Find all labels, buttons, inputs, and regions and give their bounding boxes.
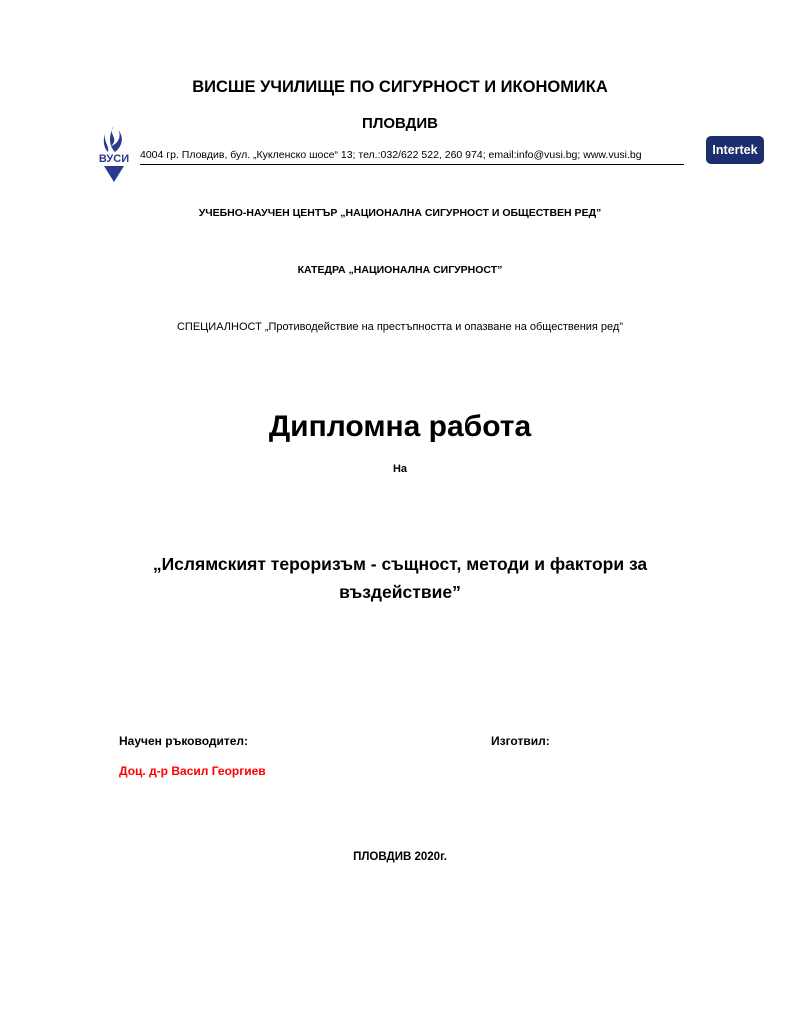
thesis-title-line-2: въздействие” xyxy=(339,582,461,602)
thesis-title xyxy=(120,550,680,606)
document-of: На xyxy=(392,463,408,475)
vusi-logo xyxy=(96,124,132,184)
logo-text: ВУСИ xyxy=(98,153,130,165)
thesis-title-line-1: „Ислямският тероризъм - същност, методи и фактори за xyxy=(152,554,648,574)
institution-city: ПЛОВДИВ xyxy=(362,115,438,132)
author-label: Изготвил: xyxy=(491,734,550,748)
intertek-badge: Intertek xyxy=(706,136,764,164)
advisor-name: Доц. д-р Васил Георгиев xyxy=(119,764,266,778)
document-type: Дипломна работа xyxy=(268,410,532,443)
address-line: 4004 гр. Пловдив, бул. „Кукленско шосе“ 13; тел.:032/622 522, 260 974; email:info@vusi.bg; www.vusi.bg xyxy=(140,148,684,165)
specialty-name: СПЕЦИАЛНОСТ „Противодействие на престъпността и опазване на обществения ред” xyxy=(176,321,624,333)
department-name: КАТЕДРА „НАЦИОНАЛНА СИГУРНОСТ” xyxy=(297,264,503,276)
advisor-label: Научен ръководител: xyxy=(119,734,249,748)
institution-name: ВИСШЕ УЧИЛИЩЕ ПО СИГУРНОСТ И ИКОНОМИКА xyxy=(192,78,608,96)
center-name: УЧЕБНО-НАУЧЕН ЦЕНТЪР „НАЦИОНАЛНА СИГУРНОСТ И ОБЩЕСТВЕН РЕД” xyxy=(198,207,602,219)
footer-place-year: ПЛОВДИВ 2020г. xyxy=(353,851,447,863)
